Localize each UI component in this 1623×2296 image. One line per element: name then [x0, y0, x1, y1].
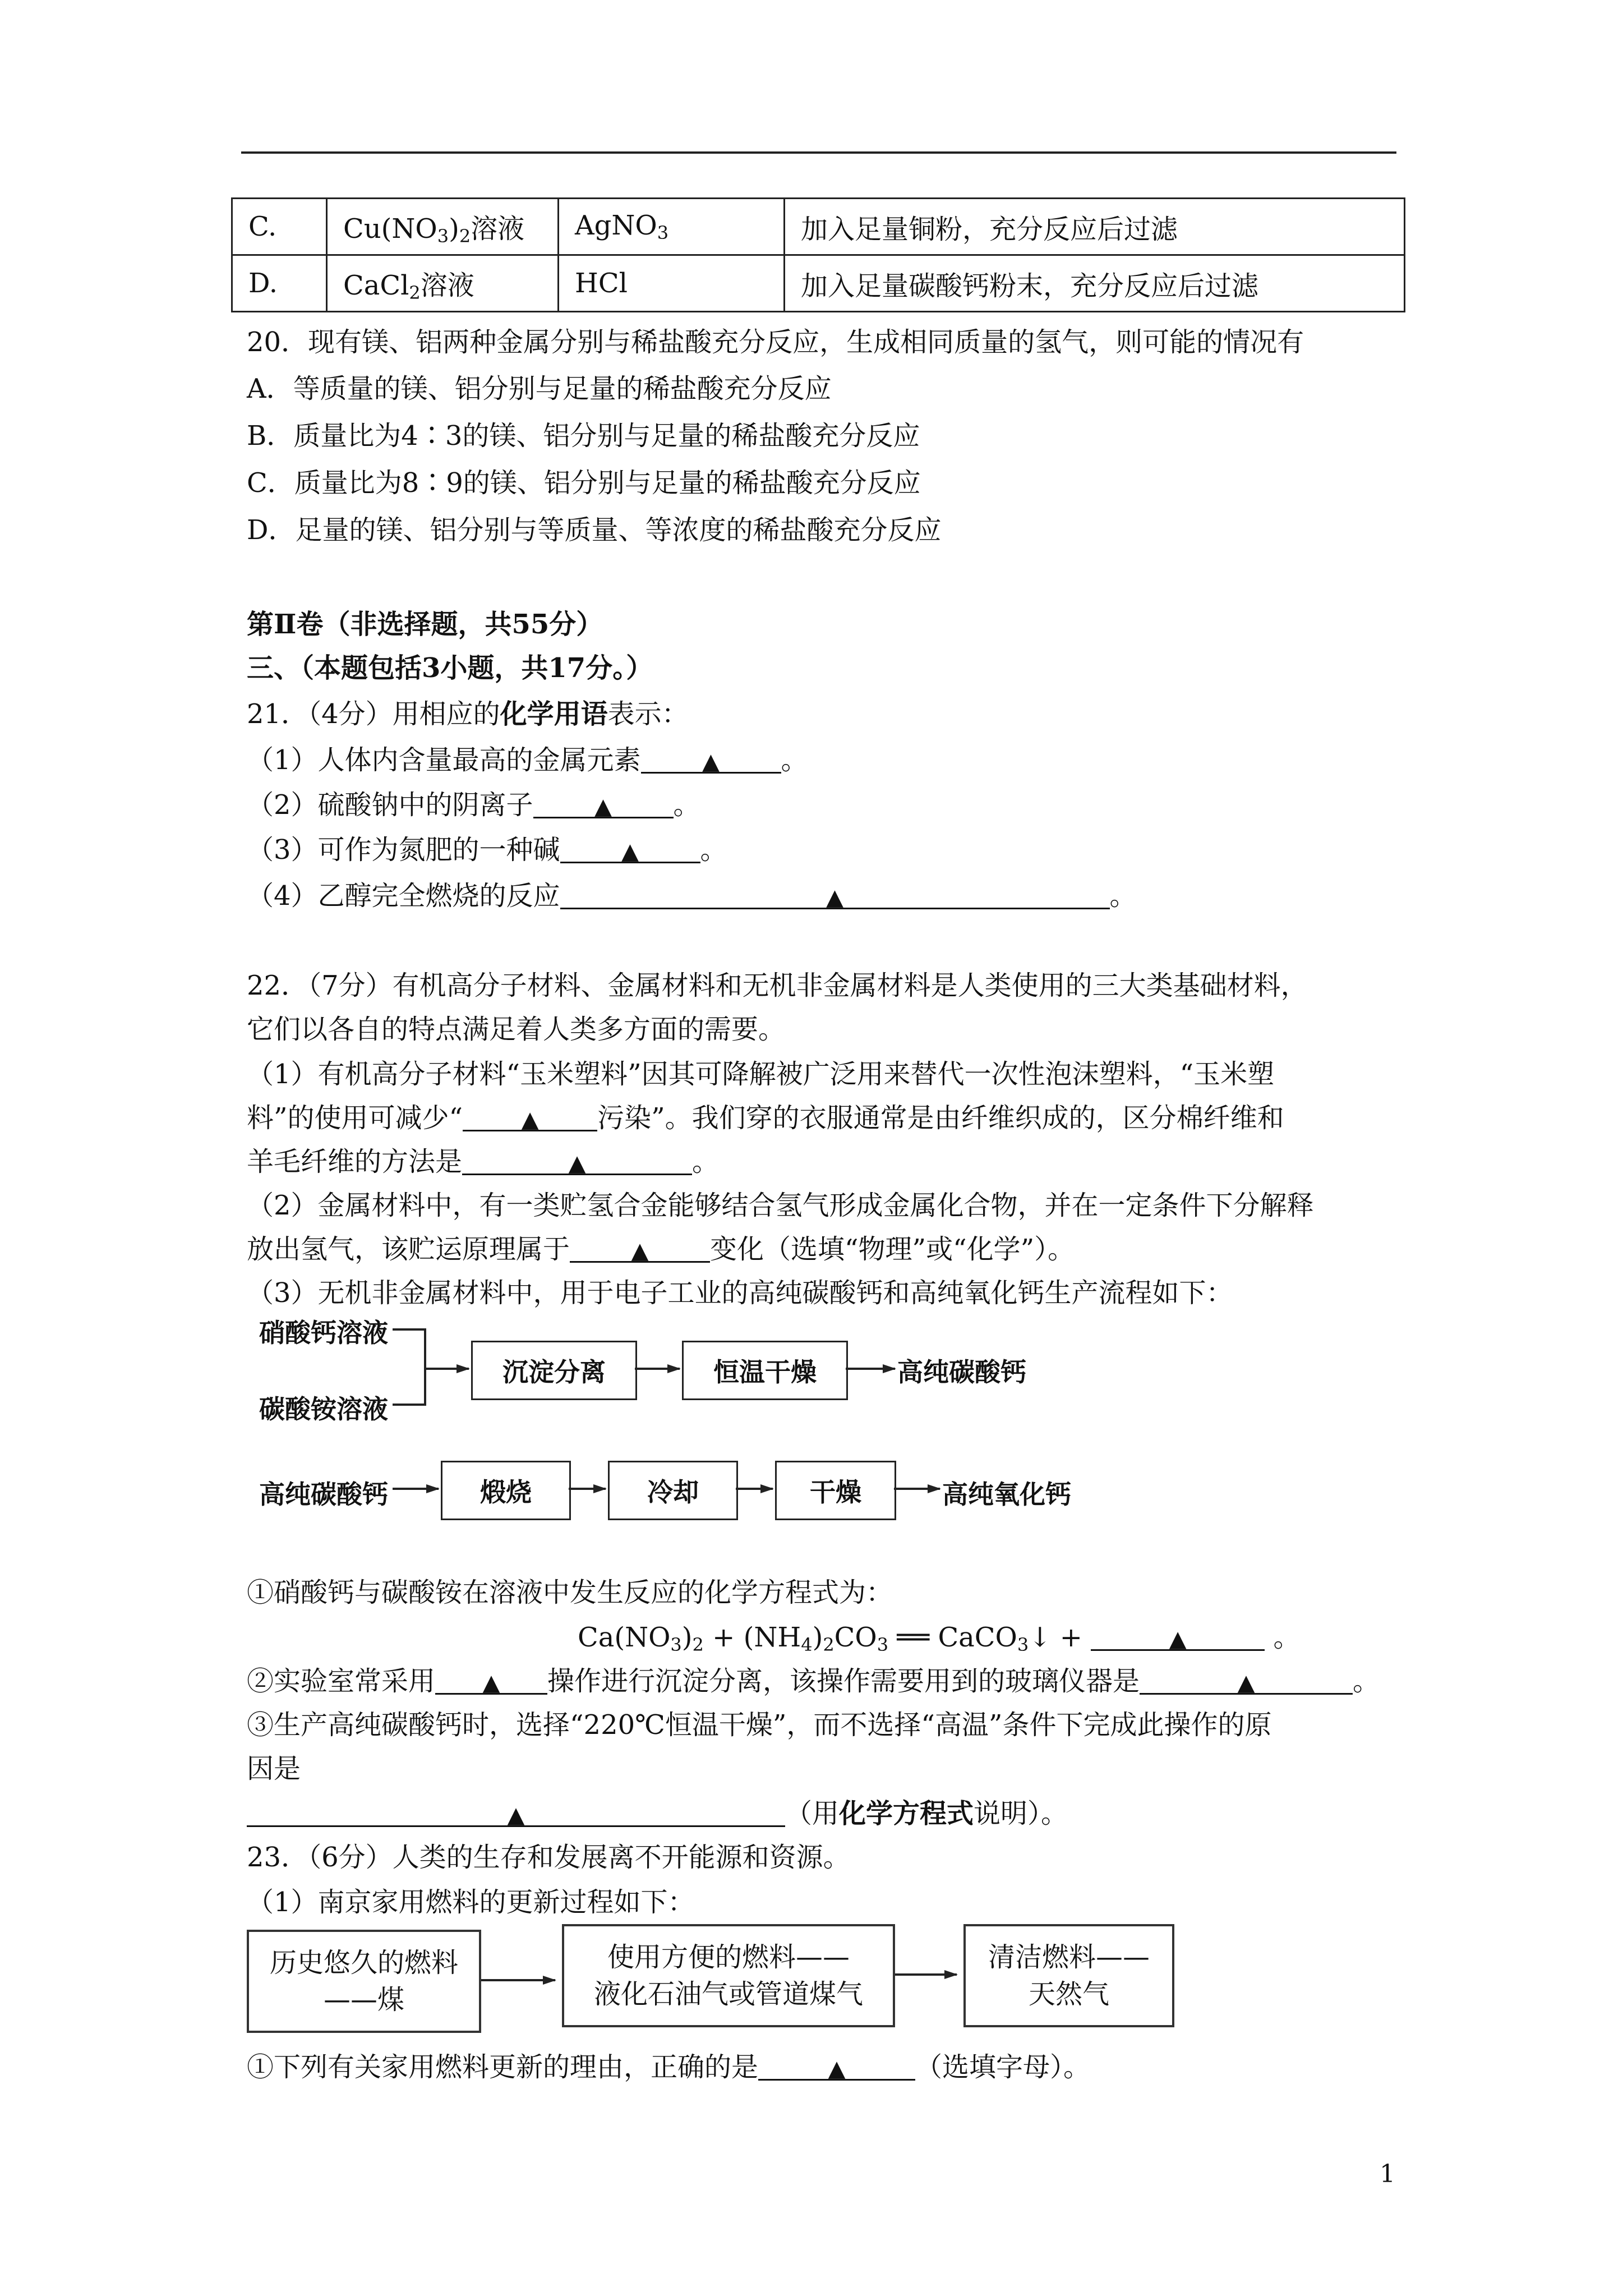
- flow1-step-dry: 恒温干燥: [682, 1341, 848, 1400]
- flow1-output: 高纯碳酸钙: [897, 1357, 1026, 1387]
- fuel-box-coal: 历史悠久的燃料 ——煤: [247, 1930, 481, 2033]
- answer-blank[interactable]: ▲: [533, 785, 674, 818]
- substance-cell: $Cu(NO_3)_2$溶液: [327, 199, 559, 255]
- impurity-cell: AgNO$_3$: [559, 199, 785, 255]
- page-number: 1: [1380, 2160, 1395, 2188]
- method-cell: 加入足量碳酸钙粉末，充分反应后过滤: [785, 255, 1405, 312]
- q22-stem-line2: 它们以各自的特点满足着人类多方面的需要。: [247, 1014, 786, 1045]
- q21-item-1: （1）人体内含量最高的金属元素 ▲ 。: [247, 740, 808, 780]
- answer-blank[interactable]: ▲: [247, 1794, 785, 1827]
- flow1-step-precipitate: 沉淀分离: [471, 1341, 637, 1400]
- answer-blank[interactable]: ▲: [758, 2047, 915, 2081]
- flow1-input-2: 碳酸铵溶液: [259, 1394, 388, 1424]
- flow2-step-cool: 冷却: [608, 1461, 738, 1520]
- q22-p1-line1: （1）有机高分子材料“玉米塑料”因其可降解被广泛用来替代一次性泡沫塑料，“玉米塑: [247, 1059, 1275, 1090]
- q21-stem: 21．（4分）用相应的化学用语表示：: [247, 698, 689, 730]
- fuel-box-natural-gas: 清洁燃料—— 天然气: [963, 1924, 1174, 2027]
- q20-option-d: D．足量的镁、铝分别与等质量、等浓度的稀盐酸充分反应: [247, 514, 942, 546]
- row-label: C.: [232, 199, 327, 255]
- answer-blank[interactable]: ▲: [560, 876, 1110, 909]
- q21-item-4: （4）乙醇完全燃烧的反应 ▲ 。: [247, 876, 1137, 915]
- part2-title: 第Ⅱ卷（非选择题，共55分）: [247, 609, 603, 640]
- answer-blank[interactable]: ▲: [435, 1662, 547, 1695]
- q22-s1: ①硝酸钙与碳酸铵在溶液中发生反应的化学方程式为：: [247, 1577, 893, 1608]
- answer-blank[interactable]: ▲: [641, 740, 781, 774]
- part3-title: 三、（本题包括3小题，共17分。）: [247, 652, 653, 684]
- q22-p1-line3: 羊毛纤维的方法是 ▲ 。: [247, 1142, 719, 1181]
- method-cell: 加入足量铜粉，充分反应后过滤: [785, 199, 1405, 255]
- q22-s2: ②实验室常采用 ▲ 操作进行沉淀分离，该操作需要用到的玻璃仪器是 ▲ 。: [247, 1662, 1380, 1701]
- q20-option-b: B．质量比为4∶3的镁、铝分别与足量的稀盐酸充分反应: [247, 420, 920, 452]
- q22-p2-line1: （2）金属材料中，有一类贮氢合金能够结合氢气形成金属化合物，并在一定条件下分解释: [247, 1190, 1314, 1221]
- answer-blank[interactable]: ▲: [1091, 1618, 1265, 1651]
- q22-p2-line2: 放出氢气，该贮运原理属于 ▲ 变化（选填“物理”或“化学”）。: [247, 1230, 1075, 1269]
- answer-blank[interactable]: ▲: [560, 830, 700, 863]
- q20-option-c: C．质量比为8∶9的镁、铝分别与足量的稀盐酸充分反应: [247, 467, 921, 499]
- answer-blank[interactable]: ▲: [1140, 1662, 1353, 1695]
- substance-cell: CaCl$_2$溶液: [327, 255, 559, 312]
- row-label: D.: [232, 255, 327, 312]
- q22-p3-line1: （3）无机非金属材料中，用于电子工业的高纯碳酸钙和高纯氧化钙生产流程如下：: [247, 1277, 1233, 1309]
- flow1-input-1: 硝酸钙溶液: [259, 1318, 388, 1348]
- impurity-cell: HCl: [559, 255, 785, 312]
- q22-s3-line3: ▲ （用化学方程式说明）。: [247, 1794, 1068, 1833]
- answer-blank[interactable]: ▲: [570, 1230, 710, 1263]
- q20-stem: 20．现有镁、铝两种金属分别与稀盐酸充分反应，生成相同质量的氢气，则可能的情况有: [247, 326, 1304, 358]
- q20-option-a: A．等质量的镁、铝分别与足量的稀盐酸充分反应: [247, 373, 832, 404]
- q22-equation: $Ca(NO_3)_2 + (NH_4)_2CO_3$ ══ CaCO$_3$↓ + ▲ 。: [578, 1618, 1300, 1664]
- q22-p1-line2: 料”的使用可减少“ ▲ 污染”。我们穿的衣服通常是由纤维织成的，区分棉纤维和: [247, 1098, 1284, 1138]
- answer-blank[interactable]: ▲: [463, 1098, 597, 1131]
- q23-stem: 23．（6分）人类的生存和发展离不开能源和资源。: [247, 1842, 850, 1873]
- q22-s3-line1: ③生产高纯碳酸钙时，选择“220℃恒温干燥”，而不选择“高温”条件下完成此操作的原: [247, 1709, 1272, 1741]
- q21-item-2: （2）硫酸钠中的阴离子 ▲ 。: [247, 785, 700, 825]
- flow2-input: 高纯碳酸钙: [259, 1479, 388, 1510]
- q21-item-3: （3）可作为氮肥的一种碱 ▲ 。: [247, 830, 727, 869]
- q23-s1: ①下列有关家用燃料更新的理由，正确的是 ▲ （选填字母）。: [247, 2047, 1090, 2087]
- flow2-step-dry: 干燥: [775, 1461, 896, 1520]
- answer-blank[interactable]: ▲: [462, 1142, 692, 1175]
- q23-p1: （1）南京家用燃料的更新过程如下：: [247, 1887, 695, 1918]
- q22-s3-line2: 因是: [247, 1753, 301, 1784]
- q22-stem-line1: 22．（7分）有机高分子材料、金属材料和无机非金属材料是人类使用的三大类基础材料，: [247, 970, 1308, 1001]
- flow2-output: 高纯氧化钙: [942, 1479, 1071, 1510]
- flow2-step-calcine: 煅烧: [441, 1461, 571, 1520]
- fuel-box-lpg: 使用方便的燃料—— 液化石油气或管道煤气: [562, 1924, 895, 2027]
